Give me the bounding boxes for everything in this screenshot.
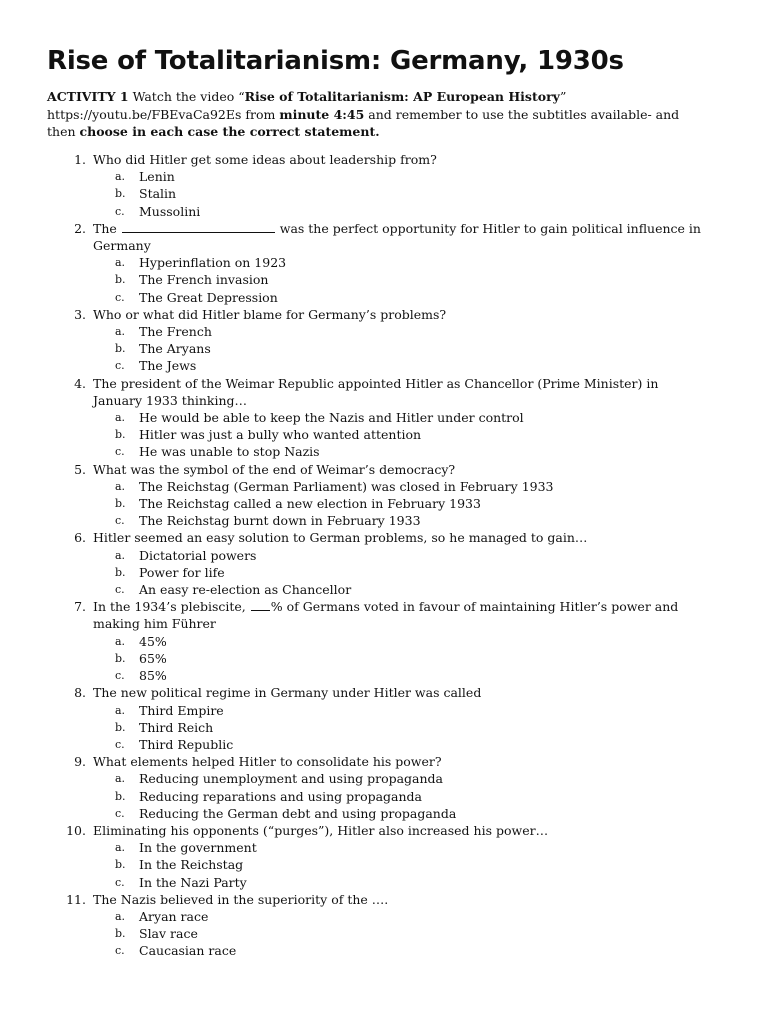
option-letter: a.	[115, 256, 126, 270]
option-text: 65%	[139, 650, 167, 666]
question-item	[0, 461, 703, 530]
option-text: Lenin	[139, 169, 175, 185]
question-item	[0, 529, 703, 598]
question-item	[0, 822, 703, 891]
option-letter: b.	[115, 927, 126, 941]
option-text: Aryan race	[139, 908, 209, 924]
option-letter: a.	[115, 772, 126, 786]
option-letter: b.	[115, 789, 126, 803]
answer-option[interactable]	[93, 426, 703, 443]
answer-option[interactable]	[93, 564, 703, 581]
answer-option[interactable]	[93, 942, 703, 959]
option-letter: c.	[115, 944, 125, 958]
option-letter: c.	[115, 359, 125, 373]
answer-option[interactable]	[93, 770, 703, 787]
option-text: An easy re-election as Chancellor	[139, 582, 352, 598]
activity-instructions	[47, 88, 722, 141]
option-list	[93, 908, 703, 960]
option-letter: b.	[115, 342, 126, 356]
option-letter: b.	[115, 187, 126, 201]
option-list	[93, 770, 703, 822]
question-text: What was the symbol of the end of Weimar’s democracy?	[93, 461, 456, 477]
option-text: Reducing unemployment and using propaganda	[139, 771, 444, 787]
question-text: The president of the Weimar Republic appointed Hitler as Chancellor (Prime Minister) in January 1933 thinking…	[93, 375, 659, 408]
option-text: Reducing reparations and using propaganda	[139, 788, 423, 804]
option-letter: a.	[115, 170, 126, 184]
answer-option[interactable]	[93, 495, 703, 512]
answer-option[interactable]	[93, 289, 703, 306]
question-number: 9.	[74, 754, 86, 770]
option-list	[93, 633, 703, 685]
answer-option[interactable]	[93, 805, 703, 822]
question-number: 1.	[74, 152, 86, 167]
question-item	[0, 220, 703, 306]
option-text: Reducing the German debt and using propaganda	[139, 805, 457, 821]
option-letter: c.	[115, 514, 125, 528]
video-title: Rise of Totalitarianism: AP European History	[244, 89, 560, 104]
option-text: The Reichstag (German Parliament) was closed in February 1933	[139, 478, 554, 494]
question-number: 2.	[74, 220, 86, 236]
question-number: 5.	[74, 461, 86, 477]
question-text: Who or what did Hitler blame for Germany’s problems?	[93, 306, 447, 322]
answer-option[interactable]	[93, 323, 703, 340]
answer-option[interactable]	[93, 874, 703, 891]
question-text: The Nazis believed in the superiority of the ….	[93, 891, 389, 907]
activity-label: ACTIVITY 1	[47, 89, 129, 104]
option-text: Caucasian race	[139, 943, 237, 959]
answer-blank[interactable]	[251, 609, 270, 611]
option-letter: b.	[115, 720, 126, 734]
option-text: Mussolini	[139, 203, 201, 219]
option-letter: a.	[115, 479, 126, 493]
answer-option[interactable]	[93, 633, 703, 650]
question-list	[0, 151, 703, 960]
answer-option[interactable]	[93, 443, 703, 460]
question-text: Who did Hitler get some ideas about leadership from?	[93, 152, 437, 167]
option-letter: c.	[115, 806, 125, 820]
question-item	[0, 753, 703, 822]
instruction-line-2: https://youtu.be/FBEvaCa92Es from minute 4:45 and remember to use the subtitles available- and	[47, 106, 680, 122]
option-text: In the government	[139, 840, 257, 856]
option-letter: c.	[115, 445, 125, 459]
answer-option[interactable]	[93, 357, 703, 374]
option-letter: b.	[115, 497, 126, 511]
option-text: He was unable to stop Nazis	[139, 444, 320, 460]
option-letter: b.	[115, 565, 126, 579]
answer-option[interactable]	[93, 203, 703, 220]
page-title: Rise of Totalitarianism: Germany, 1930s	[47, 46, 624, 76]
answer-option[interactable]	[93, 788, 703, 805]
start-minute: minute 4:45	[279, 106, 365, 122]
option-text: The Reichstag burnt down in February 1933	[139, 513, 421, 529]
option-list	[93, 254, 703, 306]
question-item	[0, 598, 703, 684]
option-letter: a.	[115, 548, 126, 562]
question-text: Hitler seemed an easy solution to German problems, so he managed to gain…	[93, 530, 588, 546]
option-text: Slav race	[139, 926, 198, 942]
option-letter: a.	[115, 909, 126, 923]
option-text: The Jews	[139, 358, 197, 374]
question-number: 10.	[66, 822, 86, 838]
answer-option[interactable]	[93, 409, 703, 426]
option-text: In the Reichstag	[139, 857, 244, 873]
option-text: Stalin	[139, 186, 177, 202]
option-letter: a.	[115, 703, 126, 717]
option-text: In the Nazi Party	[139, 874, 247, 890]
option-text: The Aryans	[139, 341, 211, 357]
answer-option[interactable]	[93, 702, 703, 719]
question-text: The was the perfect opportunity for Hitler to gain political influence in Germany	[93, 220, 701, 254]
question-number: 3.	[74, 306, 86, 322]
instruction-line-3: then choose in each case the correct statement.	[47, 124, 380, 139]
option-letter: c.	[115, 875, 125, 889]
answer-option[interactable]	[93, 340, 703, 357]
question-number: 11.	[66, 891, 86, 907]
instruction-line-1: ACTIVITY 1 Watch the video “Rise of Totalitarianism: AP European History”	[47, 89, 567, 104]
option-list	[93, 168, 703, 220]
option-text: The Reichstag called a new election in February 1933	[139, 496, 481, 512]
answer-option[interactable]	[93, 650, 703, 667]
question-item	[0, 684, 703, 753]
answer-option[interactable]	[93, 271, 703, 288]
option-list	[93, 409, 703, 461]
answer-option[interactable]	[93, 547, 703, 564]
option-text: The French invasion	[139, 272, 269, 288]
video-link[interactable]: https://youtu.be/FBEvaCa92Es	[47, 106, 242, 122]
question-item	[0, 375, 703, 461]
option-list	[93, 702, 703, 754]
option-letter: c.	[115, 204, 125, 218]
answer-option[interactable]	[93, 667, 703, 684]
option-letter: c.	[115, 669, 125, 683]
option-letter: b.	[115, 428, 126, 442]
option-letter: c.	[115, 290, 125, 304]
option-text: Third Reich	[139, 719, 214, 735]
question-text: The new political regime in Germany under Hitler was called	[93, 685, 482, 701]
answer-option[interactable]	[93, 908, 703, 925]
question-number: 7.	[74, 599, 86, 615]
answer-option[interactable]	[93, 856, 703, 873]
option-text: 45%	[139, 633, 167, 649]
answer-blank[interactable]	[122, 231, 275, 233]
question-number: 6.	[74, 530, 86, 546]
option-text: He would be able to keep the Nazis and Hitler under control	[139, 410, 524, 426]
option-letter: c.	[115, 583, 125, 597]
answer-option[interactable]	[93, 839, 703, 856]
option-letter: b.	[115, 273, 126, 287]
question-item	[0, 151, 703, 220]
question-text: Eliminating his opponents (“purges”), Hitler also increased his power…	[93, 822, 549, 838]
question-number: 4.	[74, 375, 86, 391]
answer-option[interactable]	[93, 168, 703, 185]
option-text: Third Empire	[139, 702, 224, 718]
option-letter: b.	[115, 858, 126, 872]
answer-option[interactable]	[93, 925, 703, 942]
answer-option[interactable]	[93, 254, 703, 271]
option-letter: c.	[115, 737, 125, 751]
answer-option[interactable]	[93, 512, 703, 529]
option-text: 85%	[139, 668, 167, 684]
instruction-emphasis: choose in each case the correct statement.	[79, 124, 380, 139]
option-letter: a.	[115, 841, 126, 855]
question-text: What elements helped Hitler to consolidate his power?	[93, 754, 442, 770]
answer-option[interactable]	[93, 719, 703, 736]
option-list	[93, 323, 703, 375]
option-text: The Great Depression	[139, 289, 278, 305]
question-text: In the 1934’s plebiscite, % of Germans voted in favour of maintaining Hitler’s power and making him Führer	[93, 599, 679, 632]
option-text: Hyperinflation on 1923	[139, 255, 287, 271]
option-text: Dictatorial powers	[139, 547, 257, 563]
option-text: The French	[139, 324, 212, 340]
answer-option[interactable]	[93, 478, 703, 495]
option-list	[93, 478, 703, 530]
option-letter: a.	[115, 325, 126, 339]
question-item	[0, 306, 703, 375]
option-letter: a.	[115, 634, 126, 648]
option-list	[93, 547, 703, 599]
answer-option[interactable]	[93, 736, 703, 753]
option-text: Power for life	[139, 564, 225, 580]
option-letter: b.	[115, 651, 126, 665]
option-text: Third Republic	[139, 736, 234, 752]
option-list	[93, 839, 703, 891]
option-letter: a.	[115, 411, 126, 425]
question-number: 8.	[74, 685, 86, 701]
answer-option[interactable]	[93, 185, 703, 202]
answer-option[interactable]	[93, 581, 703, 598]
question-item	[0, 891, 703, 960]
option-text: Hitler was just a bully who wanted attention	[139, 427, 422, 443]
